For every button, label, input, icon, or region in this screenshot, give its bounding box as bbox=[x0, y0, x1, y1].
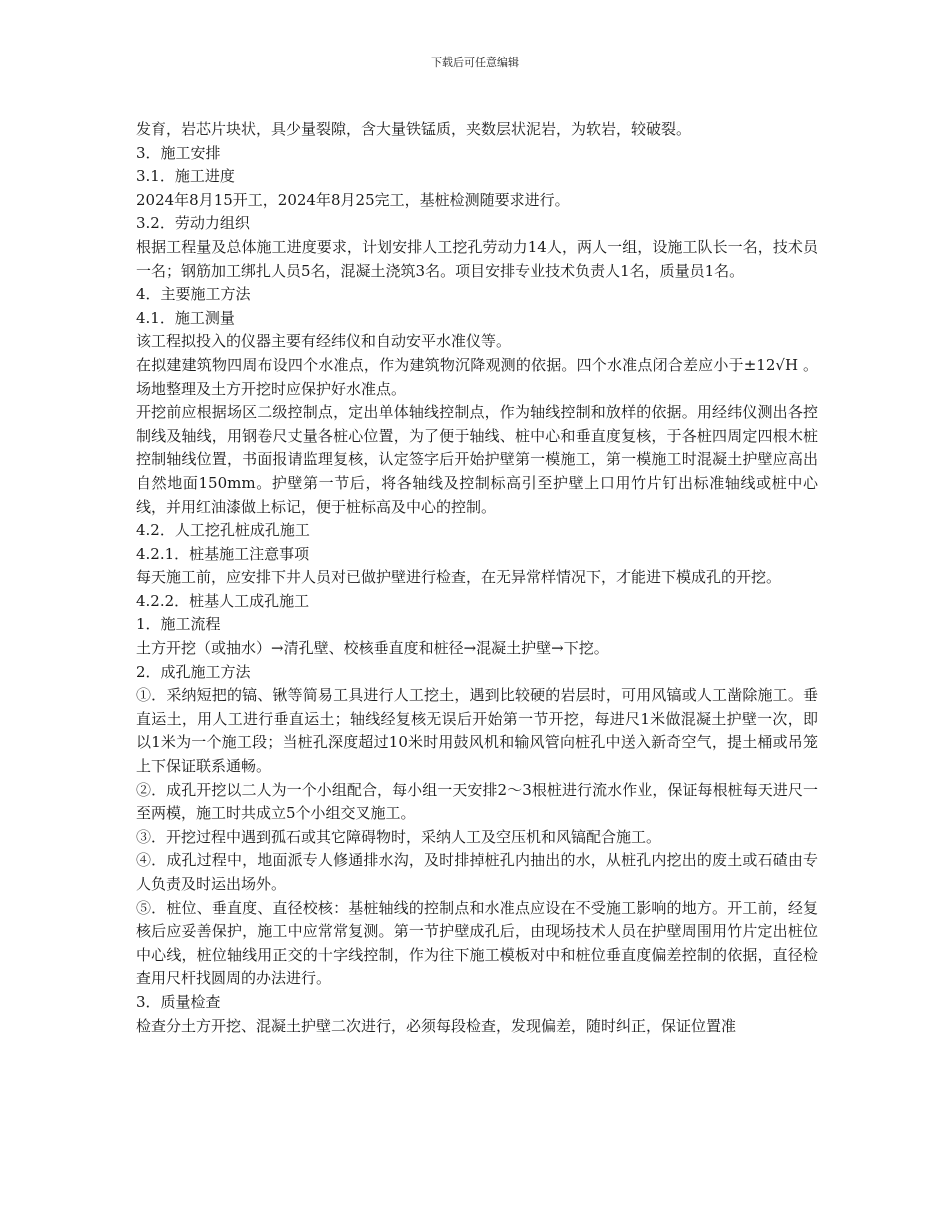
paragraph: 检查分土方开挖、混凝土护壁二次进行，必须每段检查，发现偏差，随时纠正，保证位置准 bbox=[136, 1016, 737, 1035]
paragraph: 根据工程量及总体施工进度要求，计划安排人工挖孔劳动力14人，两人一组，设施工队长一名，技术员一名；钢筋加工绑扎人员5名，混凝土浇筑3名。项目安排专业技术负责人1名，质量员1名。 bbox=[136, 237, 818, 280]
subsection-heading: 4.2.2．桩基人工成孔施工 bbox=[136, 591, 310, 610]
list-heading: 1．施工流程 bbox=[136, 615, 221, 634]
paragraph: 在拟建建筑物四周布设四个水准点，作为建筑物沉降观测的依据。四个水准点闭合差应小于±12√H 。场地整理及土方开挖时应保护好水准点。 bbox=[136, 355, 818, 398]
list-item: ④．成孔过程中，地面派专人修通排水沟，及时排掉桩孔内抽出的水，从桩孔内挖出的废土或石碴由专人负责及时运出场外。 bbox=[136, 851, 818, 893]
subsection-heading: 4.2.1．桩基施工注意事项 bbox=[136, 544, 310, 563]
list-heading: 2．成孔施工方法 bbox=[136, 662, 251, 681]
paragraph: 开挖前应根据场区二级控制点，定出单体轴线控制点，作为轴线控制和放样的依据。用经纬仪测出各控制线及轴线，用钢卷尺丈量各桩心位置，为了便于轴线、桩中心和垂直度复核，于各桩四周定四根木桩控制轴线位置，书面报请监理复核，认定签字后开始护壁第一模施工，第一模施工时混凝土护壁应高出自然地面150mm。护壁第一节后，将各轴线及控制标高引至护壁上口用竹片钉出标准轴线或桩中心线，并用红油漆做上标记，便于桩标高及中心的控制。 bbox=[136, 403, 818, 516]
list-item: ⑤．桩位、垂直度、直径校核：基桩轴线的控制点和水准点应设在不受施工影响的地方。开工前，经复核后应妥善保护，施工中应常常复测。第一节护壁成孔后，由现场技术人员在护壁周围用竹片定出桩位中心线，桩位轴线用正交的十字线控制，作为往下施工模板对中和桩位垂直度偏差控制的依据，直径检查用尺杆找圆周的办法进行。 bbox=[136, 898, 818, 988]
list-heading: 3．质量检查 bbox=[136, 992, 221, 1011]
paragraph: 该工程拟投入的仪器主要有经纬仪和自动安平水准仪等。 bbox=[136, 332, 512, 351]
section-heading: 3．施工安排 bbox=[136, 143, 221, 162]
paragraph: 每天施工前，应安排下井人员对已做护壁进行检查，在无异常样情况下，才能进下模成孔的开挖。 bbox=[136, 568, 782, 587]
subsection-heading: 3.2．劳动力组织 bbox=[136, 214, 250, 233]
list-item: ①．采纳短把的镐、锹等简易工具进行人工挖土，遇到比较硬的岩层时，可用风镐或人工凿除施工。垂直运土，用人工进行垂直运土；轴线经复核无误后开始第一节开挖，每进尺1米做混凝土护壁一次，即以1米为一个施工段；当桩孔深度超过10米时用鼓风机和输风管向桩孔中送入新奇空气，提土桶或吊笼上下保证联系通畅。 bbox=[136, 686, 818, 776]
paragraph: 发育，岩芯片块状，具少量裂隙，含大量铁锰质，夹数层状泥岩，为软岩，较破裂。 bbox=[136, 120, 692, 138]
subsection-heading: 4.2．人工挖孔桩成孔施工 bbox=[136, 521, 310, 540]
subsection-heading: 3.1．施工进度 bbox=[136, 167, 235, 186]
list-item: ②．成孔开挖以二人为一个小组配合，每小组一天安排2～3根桩进行流水作业，保证每根桩每天进尺一至两模，施工时共成立5个小组交叉施工。 bbox=[136, 780, 818, 823]
document-body bbox=[136, 118, 818, 1038]
section-heading: 4．主要施工方法 bbox=[136, 285, 251, 304]
paragraph: 土方开挖（或抽水）→清孔壁、校核垂直度和桩径→混凝土护壁→下挖。 bbox=[136, 639, 609, 658]
paragraph: 2024年8月15开工，2024年8月25完工，基桩检测随要求进行。 bbox=[136, 190, 570, 209]
subsection-heading: 4.1．施工测量 bbox=[136, 308, 235, 327]
page-header: 下载后可任意编辑 bbox=[431, 56, 519, 69]
list-item: ③．开挖过程中遇到孤石或其它障碍物时，采纳人工及空压机和风镐配合施工。 bbox=[136, 827, 662, 846]
